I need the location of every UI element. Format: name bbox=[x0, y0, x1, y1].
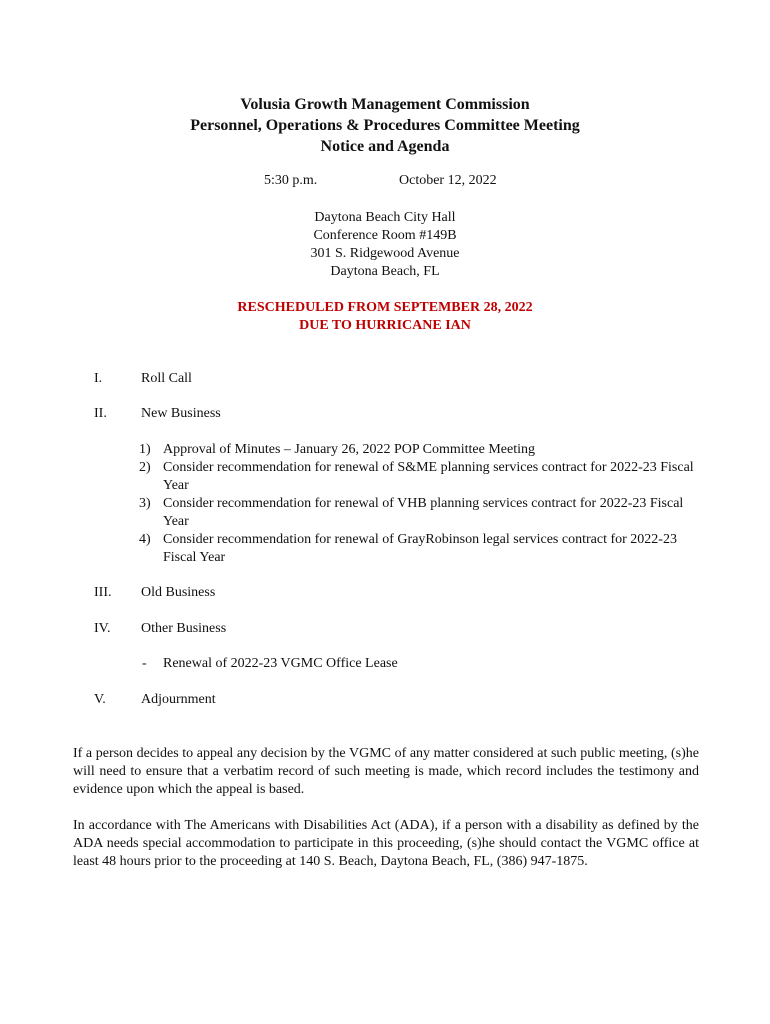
other-business-item bbox=[0, 655, 770, 673]
list-item bbox=[0, 459, 770, 495]
location-room: Conference Room #149B bbox=[313, 228, 457, 243]
item-number: 2) bbox=[139, 460, 151, 475]
item-number: 4) bbox=[139, 532, 151, 547]
agenda-section-other-business bbox=[0, 620, 770, 638]
ada-notice-paragraph: In accordance with The Americans with Disabilities Act (ADA), if a person with a disability as defined by the ADA needs special accommodation to participate in this proceeding, (s)he should contact the VGMC office at least 48 hours prior to the proceeding at 140 S. Beach, Daytona Beach, FL, (386) 947-1875. bbox=[73, 818, 699, 869]
reschedule-notice-line1: RESCHEDULED FROM SEPTEMBER 28, 2022 bbox=[237, 300, 533, 315]
agenda-section-adjournment bbox=[0, 691, 770, 709]
section-label: Old Business bbox=[141, 585, 216, 600]
title-line-organization: Volusia Growth Management Commission bbox=[240, 96, 530, 113]
section-label: Roll Call bbox=[141, 371, 192, 386]
agenda-section-old-business bbox=[0, 584, 770, 602]
meeting-time-date bbox=[0, 173, 770, 191]
item-text: Approval of Minutes – January 26, 2022 POP Committee Meeting bbox=[163, 442, 535, 457]
bullet-dash: - bbox=[142, 656, 147, 671]
item-number: 3) bbox=[139, 496, 151, 511]
section-number: III. bbox=[94, 585, 112, 600]
location-building: Daytona Beach City Hall bbox=[314, 210, 456, 225]
location-city: Daytona Beach, FL bbox=[330, 264, 440, 279]
section-number: I. bbox=[94, 371, 103, 386]
section-number: IV. bbox=[94, 621, 111, 636]
reschedule-notice-line2: DUE TO HURRICANE IAN bbox=[299, 318, 471, 333]
meeting-date: October 12, 2022 bbox=[399, 173, 497, 188]
title-line-notice: Notice and Agenda bbox=[320, 138, 450, 155]
meeting-time: 5:30 p.m. bbox=[264, 173, 318, 188]
section-label: Other Business bbox=[141, 621, 227, 636]
item-text: Consider recommendation for renewal of GrayRobinson legal services contract for 2022-23 Fiscal Year bbox=[163, 532, 677, 565]
title-line-committee: Personnel, Operations & Procedures Committee Meeting bbox=[190, 117, 580, 134]
item-text: Consider recommendation for renewal of S&ME planning services contract for 2022-23 Fiscal Year bbox=[163, 460, 694, 493]
location-street: 301 S. Ridgewood Avenue bbox=[310, 246, 460, 261]
section-label: New Business bbox=[141, 406, 221, 421]
agenda-section-roll-call bbox=[0, 370, 770, 388]
section-number: II. bbox=[94, 406, 107, 421]
appeal-notice-paragraph: If a person decides to appeal any decision by the VGMC of any matter considered at such public meeting, (s)he will need to ensure that a verbatim record of such meeting is made, which record includes the testimony and evidence upon which the appeal is based. bbox=[73, 746, 699, 797]
section-label: Adjournment bbox=[141, 692, 216, 707]
reschedule-notice bbox=[0, 299, 770, 335]
document-title bbox=[0, 94, 770, 157]
item-text: Consider recommendation for renewal of VHB planning services contract for 2022-23 Fiscal Year bbox=[163, 496, 684, 529]
list-item bbox=[0, 441, 770, 459]
new-business-list bbox=[0, 441, 770, 567]
item-text: Renewal of 2022-23 VGMC Office Lease bbox=[163, 656, 398, 671]
list-item bbox=[0, 495, 770, 531]
section-number: V. bbox=[94, 692, 106, 707]
meeting-location bbox=[0, 209, 770, 281]
list-item bbox=[0, 531, 770, 567]
agenda-section-new-business bbox=[0, 405, 770, 423]
item-number: 1) bbox=[139, 442, 151, 457]
